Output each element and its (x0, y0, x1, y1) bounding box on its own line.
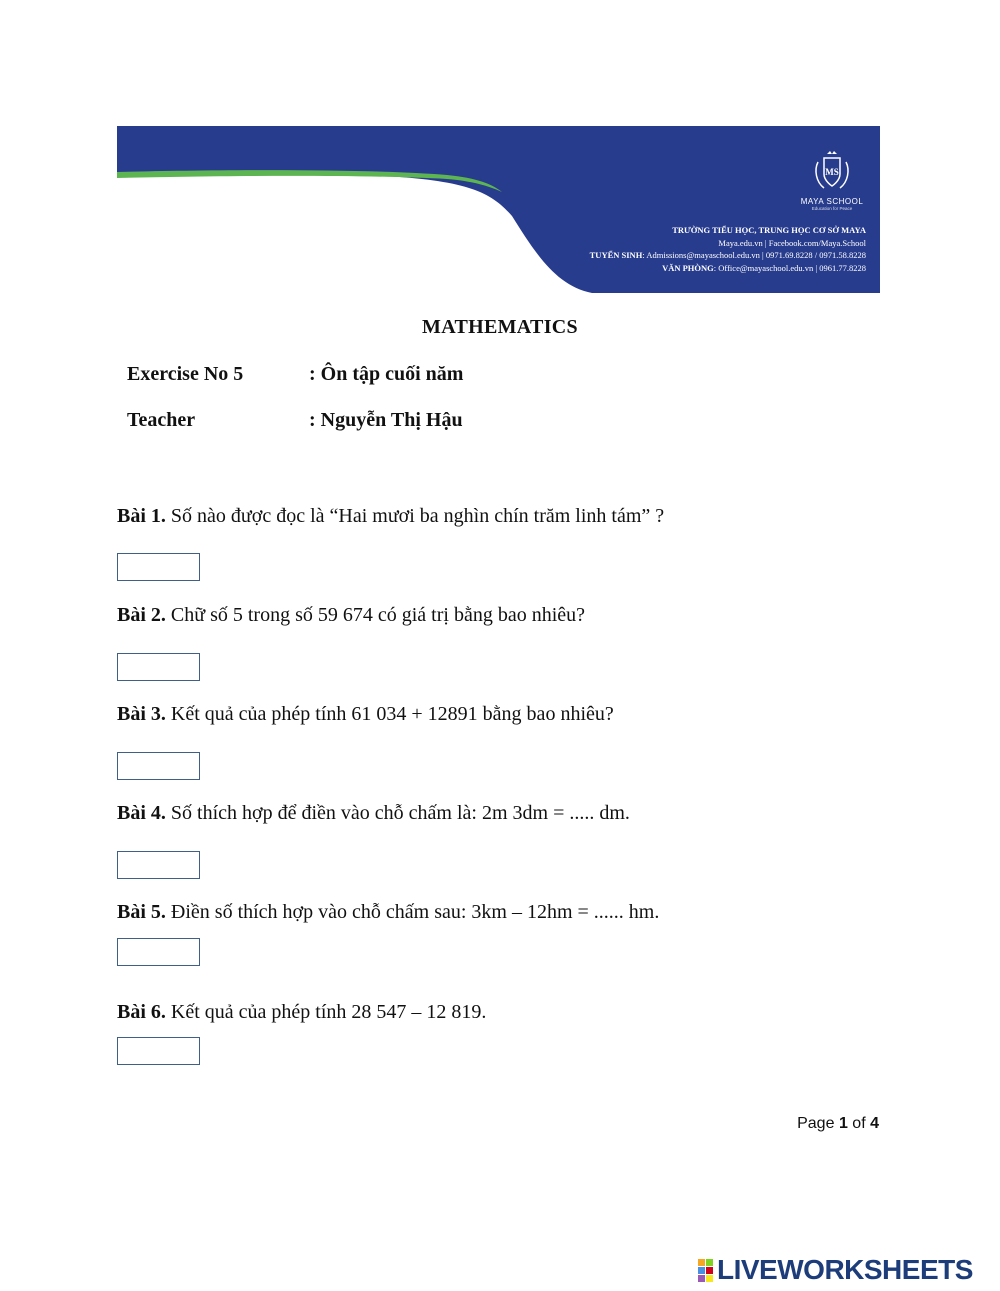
exercise-value: : Ôn tập cuối năm (309, 363, 464, 385)
info-line-4: VĂN PHÒNG: Office@mayaschool.edu.vn | 0961.77.8228 (662, 262, 866, 273)
question-text: Kết quả của phép tính 61 034 + 12891 bằng bao nhiêu? (165, 703, 614, 725)
logo-tagline: Education for Peace (811, 206, 853, 211)
question-1 (117, 505, 664, 528)
question-5 (117, 901, 659, 924)
info-line-3: TUYỂN SINH: Admissions@mayaschool.edu.vn | 0971.69.8228 / 0971.58.8228 (589, 250, 866, 260)
question-6 (117, 1001, 486, 1024)
question-text: Số nào được đọc là “Hai mươi ba nghìn chín trăm linh tám” ? (165, 505, 665, 527)
question-label: Bài 2. (117, 604, 166, 626)
question-text: Số thích hợp để điền vào chỗ chấm là: 2m 3dm = ..... dm. (165, 802, 630, 824)
question-text: Kết quả của phép tính 28 547 – 12 819. (165, 1001, 487, 1023)
page-title: MATHEMATICS (422, 316, 578, 338)
answer-input-3[interactable] (117, 752, 200, 780)
question-label: Bài 1. (117, 505, 166, 527)
school-contact-info (590, 224, 866, 274)
answer-input-4[interactable] (117, 851, 200, 879)
exercise-label: Exercise No 5 (127, 363, 244, 385)
info-line-1: TRƯỜNG TIỂU HỌC, TRUNG HỌC CƠ SỞ MAYA (672, 225, 866, 235)
teacher-row (127, 409, 463, 432)
answer-input-2[interactable] (117, 653, 200, 681)
teacher-value: : Nguyễn Thị Hậu (309, 409, 463, 431)
liveworksheets-text: LIVEWORKSHEETS (717, 1254, 973, 1285)
liveworksheets-logo (698, 1255, 973, 1285)
info-line-2: Maya.edu.vn | Facebook.com/Maya.School (718, 237, 866, 248)
question-label: Bài 5. (117, 901, 166, 923)
crest-icon (810, 148, 854, 192)
school-logo (800, 148, 864, 216)
question-label: Bài 4. (117, 802, 166, 824)
question-text: Chữ số 5 trong số 59 674 có giá trị bằng bao nhiêu? (165, 604, 586, 626)
liveworksheets-blocks-icon (698, 1259, 713, 1282)
question-2 (117, 604, 585, 627)
page-number: Page 1 of 4 (797, 1115, 879, 1132)
exercise-row (127, 363, 463, 386)
question-text: Điền số thích hợp vào chỗ chấm sau: 3km – 12hm = ...... hm. (165, 901, 660, 923)
question-label: Bài 3. (117, 703, 166, 725)
answer-input-1[interactable] (117, 553, 200, 581)
teacher-label: Teacher (127, 409, 196, 431)
question-label: Bài 6. (117, 1001, 166, 1023)
question-4 (117, 802, 630, 825)
question-3 (117, 703, 614, 726)
answer-input-5[interactable] (117, 938, 200, 966)
answer-input-6[interactable] (117, 1037, 200, 1065)
logo-name: MAYA SCHOOL (800, 197, 864, 206)
crest-letters: MS (825, 167, 839, 177)
